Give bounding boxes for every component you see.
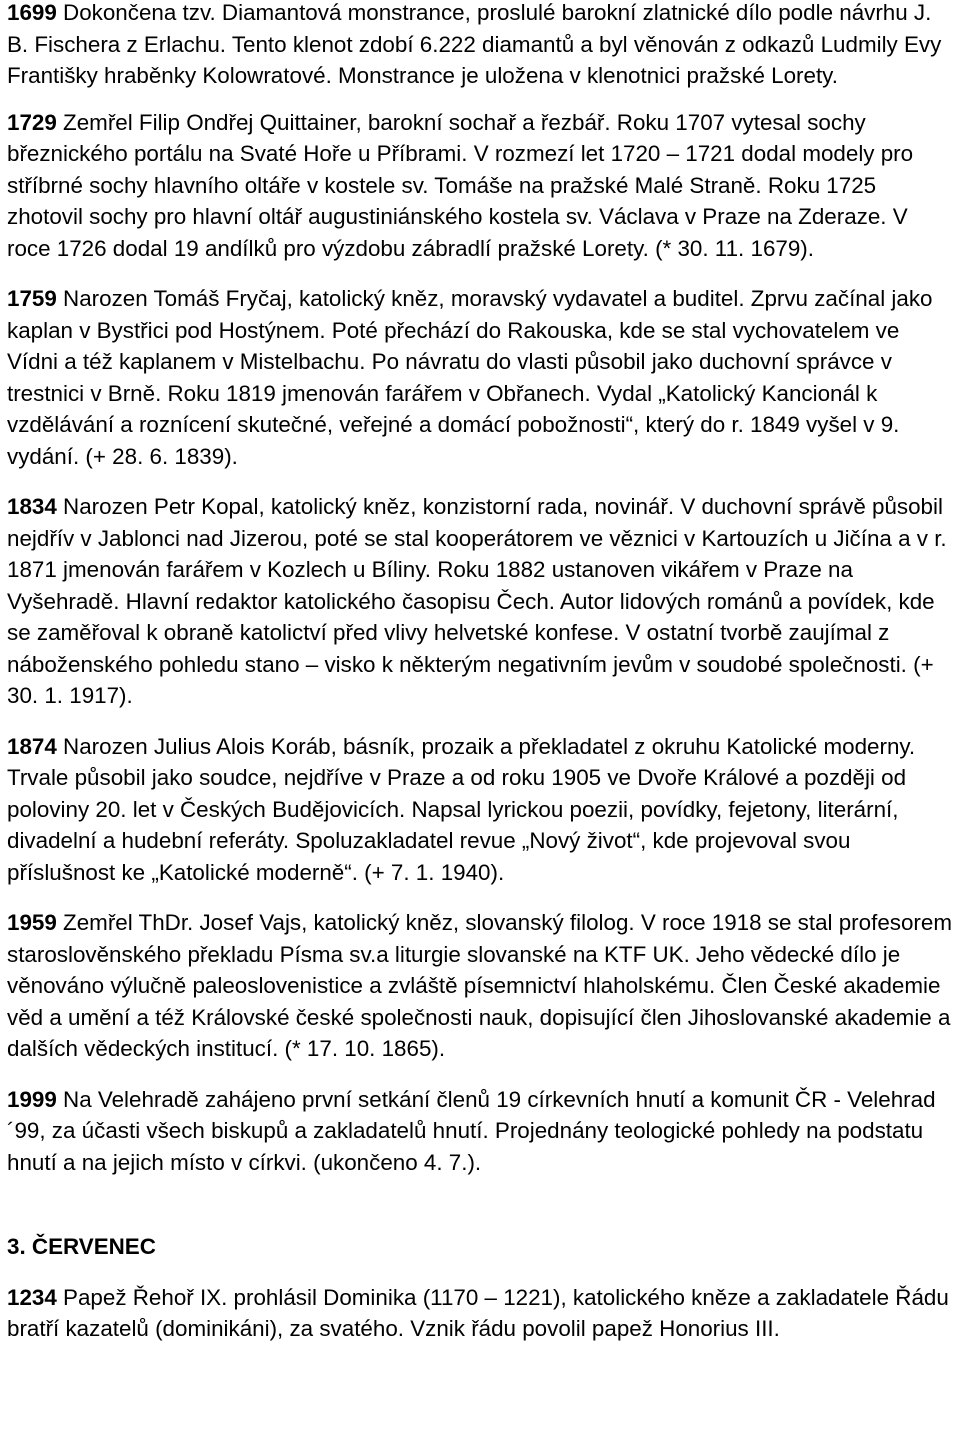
entry-year: 1234 xyxy=(7,1284,57,1310)
entry-year: 1834 xyxy=(7,494,57,519)
entry-1999 xyxy=(7,1084,952,1179)
entry-1759 xyxy=(7,283,952,472)
entry-1729 xyxy=(7,107,952,265)
section-heading: 3. ČERVENEC xyxy=(7,1234,156,1259)
entry-1874 xyxy=(7,731,952,889)
entry-1834 xyxy=(7,491,952,712)
entry-text: Na Velehradě zahájeno první setkání členů 19 církevních hnutí a komunit ČR - Velehrad ´99, za účasti všech biskupů a zakladatelů hnutí. Projednány teologické pohledy na podstatu hnutí a na jejich místo v církvi. (ukončeno 4. 7.). xyxy=(7,1086,936,1175)
entry-year: 1999 xyxy=(7,1086,57,1112)
entry-1699 xyxy=(7,0,952,92)
document-page xyxy=(7,0,952,1345)
entry-year: 1729 xyxy=(7,109,57,135)
entry-1234 xyxy=(7,1282,952,1345)
entry-year: 1759 xyxy=(7,286,57,311)
entry-text: Narozen Julius Alois Koráb, básník, prozaik a překladatel z okruhu Katolické moderny. Trvale působil jako soudce, nejdříve v Praze a od roku 1905 ve Dvoře Králové a později od poloviny 20. let v Českých Budějovicích. Napsal lyrickou poezii, povídky, fejetony, literární, divadelní a hudební referáty. Spoluzakladatel revue „Nový život“, kde projevoval svou příslušnost ke „Katolické moderně“. (+ 7. 1. 1940). xyxy=(7,733,916,885)
entry-year: 1699 xyxy=(7,0,57,25)
entry-text: Narozen Petr Kopal, katolický kněz, konzistorní rada, novinář. V duchovní správě působil nejdřív v Jablonci nad Jizerou, poté se stal kooperátorem ve věznici v Kartouzích u Jičína a v r. 1871 jmenován farářem v Kozlech u Bíliny. Roku 1882 ustanoven vikářem v Praze na Vyšehradě. Hlavní redaktor katolického časopisu Čech. Autor lidových románů a povídek, kde se zaměřoval k obraně katolictví před vlivy helvetské konfese. V ostatní tvorbě zaujímal z náboženského pohledu stano – visko k některým negativním jevům v soudobé společnosti. (+ 30. 1. 1917). xyxy=(7,494,947,708)
entry-1959 xyxy=(7,907,952,1065)
entry-text: Narozen Tomáš Fryčaj, katolický kněz, moravský vydavatel a buditel. Zprvu začínal jako kaplan v Bystřici pod Hostýnem. Poté přechází do Rakouska, kde se stal vychovatelem ve Vídni a též kaplanem v Mistelbachu. Po návratu do vlasti působil jako duchovní správce v trestnici v Brně. Roku 1819 jmenován farářem v Obřanech. Vydal „Katolický Kancionál k vzdělávání a roznícení skutečné, veřejné a domácí pobožnosti“, který do r. 1849 vyšel v 9. vydání. (+ 28. 6. 1839). xyxy=(7,286,933,469)
entry-text: Papež Řehoř IX. prohlásil Dominika (1170 – 1221), katolického kněze a zakladatele Řádu bratří kazatelů (dominikáni), za svatého. Vznik řádu povolil papež Honorius III. xyxy=(7,1284,949,1341)
entry-year: 1959 xyxy=(7,910,57,935)
entry-text: Dokončena tzv. Diamantová monstrance, proslulé barokní zlatnické dílo podle návrhu J. B. Fischera z Erlachu. Tento klenot zdobí 6.222 diamantů a byl věnován z odkazů Ludmily Evy Františky hraběnky Kolowratové. Monstrance je uložena v klenotnici pražské Lorety. xyxy=(7,0,942,88)
entry-text: Zemřel ThDr. Josef Vajs, katolický kněz, slovanský filolog. V roce 1918 se stal profesorem staroslověnského překladu Písma sv.a liturgie slovanské na KTF UK. Jeho vědecké dílo je věnováno výlučně paleoslovenistice a zvláště písemnictví hlaholskému. Člen České akademie věd a umění a též Královské české společnosti nauk, dopisující člen Jihoslovanské akademie a dalších vědeckých institucí. (* 17. 10. 1865). xyxy=(7,910,952,1061)
entry-year: 1874 xyxy=(7,733,57,759)
entry-text: Zemřel Filip Ondřej Quittainer, barokní sochař a řezbář. Roku 1707 vytesal sochy březnického portálu na Svaté Hoře u Příbrami. V rozmezí let 1720 – 1721 dodal modely pro stříbrné sochy hlavního oltáře v kostele sv. Tomáše na pražské Malé Straně. Roku 1725 zhotovil sochy pro hlavní oltář augustiniánského kostela sv. Václava v Praze na Zderaze. V roce 1726 dodal 19 andílků pro výzdobu zábradlí pražské Lorety. (* 30. 11. 1679). xyxy=(7,109,914,261)
